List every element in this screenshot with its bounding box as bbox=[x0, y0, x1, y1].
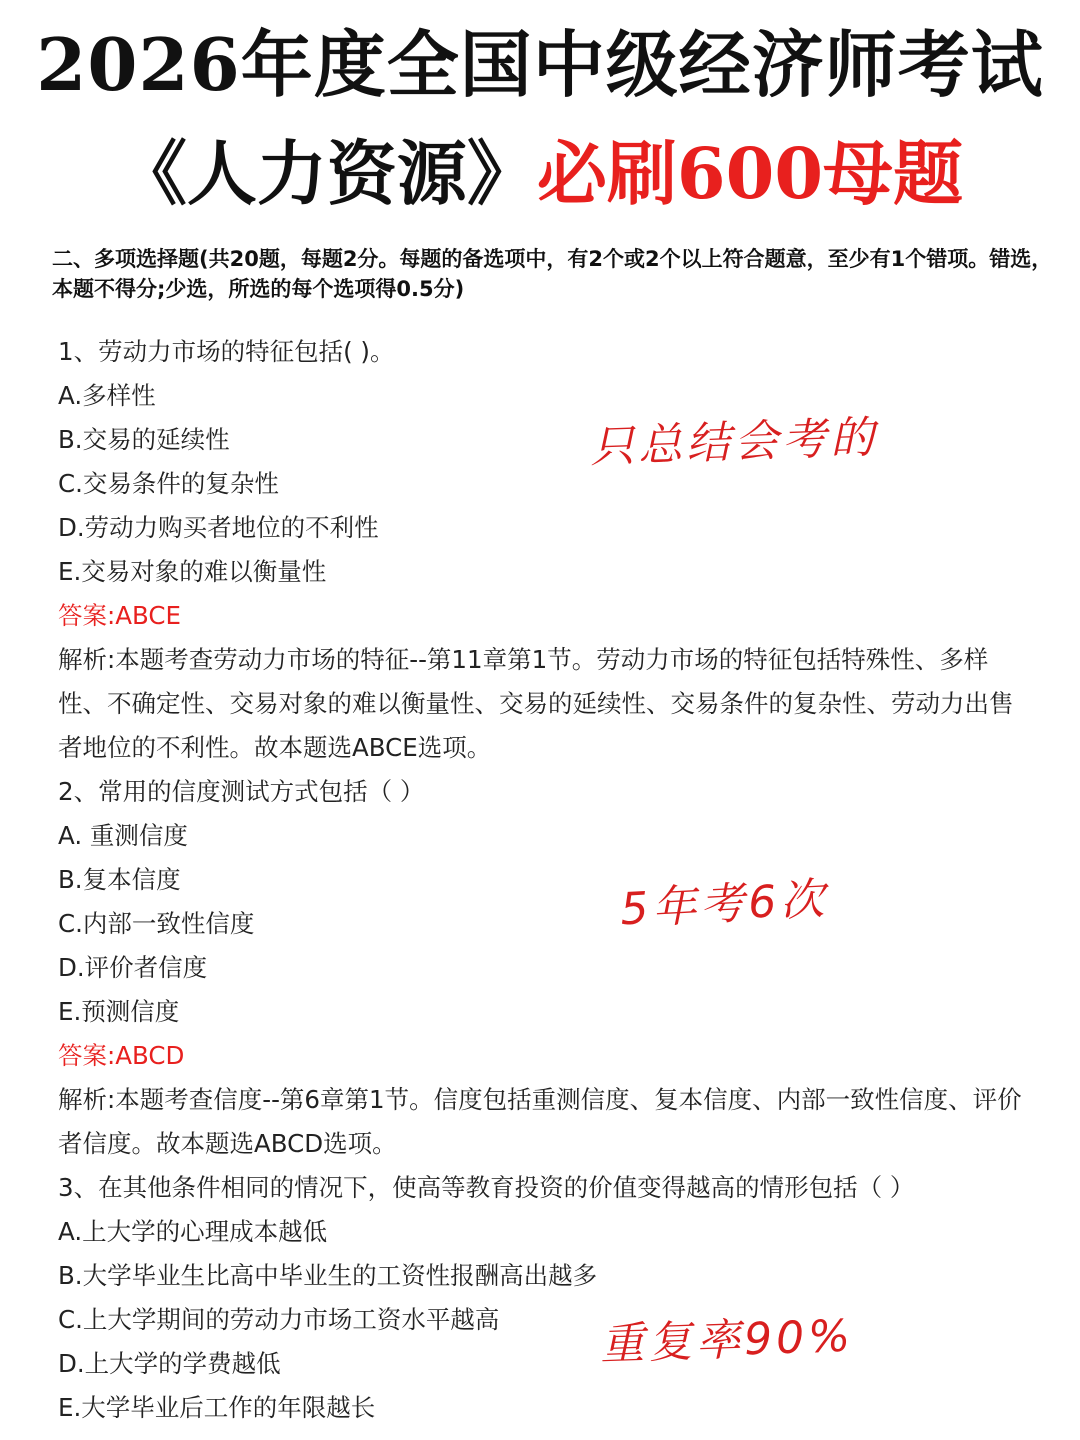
handwritten-note-3: 重复率90% bbox=[599, 1310, 855, 1371]
option-a: A. 重测信度 bbox=[58, 821, 188, 850]
answer-label: 答案:ABCE bbox=[58, 601, 181, 630]
handwritten-note-2: 5年考6次 bbox=[619, 873, 830, 936]
question-1 bbox=[58, 330, 1033, 770]
question-stem: 1、劳动力市场的特征包括( )。 bbox=[58, 337, 395, 366]
question-stem: 2、常用的信度测试方式包括（ ） bbox=[58, 777, 425, 806]
handwritten-note-1: 只总结会考的 bbox=[589, 411, 879, 474]
page-subtitle bbox=[0, 132, 1080, 216]
option-a: A.多样性 bbox=[58, 381, 156, 410]
option-b: B.大学毕业生比高中毕业生的工资性报酬高出越多 bbox=[58, 1261, 598, 1290]
option-b: B.交易的延续性 bbox=[58, 425, 230, 454]
question-2 bbox=[58, 770, 1033, 1166]
question-3 bbox=[58, 1166, 1033, 1430]
slogan-title: 必刷600母题 bbox=[536, 132, 964, 215]
option-e: E.大学毕业后工作的年限越长 bbox=[58, 1393, 376, 1422]
question-list bbox=[58, 330, 1033, 1430]
option-c: C.上大学期间的劳动力市场工资水平越高 bbox=[58, 1305, 500, 1334]
subject-title: 《人力资源》 bbox=[116, 132, 537, 215]
option-b: B.复本信度 bbox=[58, 865, 181, 894]
analysis-text: 解析:本题考查信度--第6章第1节。信度包括重测信度、复本信度、内部一致性信度、评价者信度。故本题选ABCD选项。 bbox=[58, 1085, 1022, 1158]
option-d: D.劳动力购买者地位的不利性 bbox=[58, 513, 379, 542]
option-c: C.内部一致性信度 bbox=[58, 909, 255, 938]
option-e: E.交易对象的难以衡量性 bbox=[58, 557, 327, 586]
section-instructions: 二、多项选择题(共20题，每题2分。每题的备选项中，有2个或2个以上符合题意，至少有1个错项。错选，本题不得分;少选，所选的每个选项得0.5分) bbox=[52, 247, 1053, 301]
option-a: A.上大学的心理成本越低 bbox=[58, 1217, 328, 1246]
analysis-text: 解析:本题考查劳动力市场的特征--第11章第1节。劳动力市场的特征包括特殊性、多样性、不确定性、交易对象的难以衡量性、交易的延续性、交易条件的复杂性、劳动力出售者地位的不利性。故本题选ABCE选项。 bbox=[58, 645, 1014, 762]
answer-label: 答案:ABCD bbox=[58, 1041, 185, 1070]
option-d: D.评价者信度 bbox=[58, 953, 208, 982]
option-d: D.上大学的学费越低 bbox=[58, 1349, 281, 1378]
question-stem: 3、在其他条件相同的情况下，使高等教育投资的价值变得越高的情形包括（ ） bbox=[58, 1173, 915, 1202]
option-c: C.交易条件的复杂性 bbox=[58, 469, 279, 498]
page-title: 2026年度全国中级经济师考试 bbox=[36, 22, 1044, 107]
option-e: E.预测信度 bbox=[58, 997, 180, 1026]
